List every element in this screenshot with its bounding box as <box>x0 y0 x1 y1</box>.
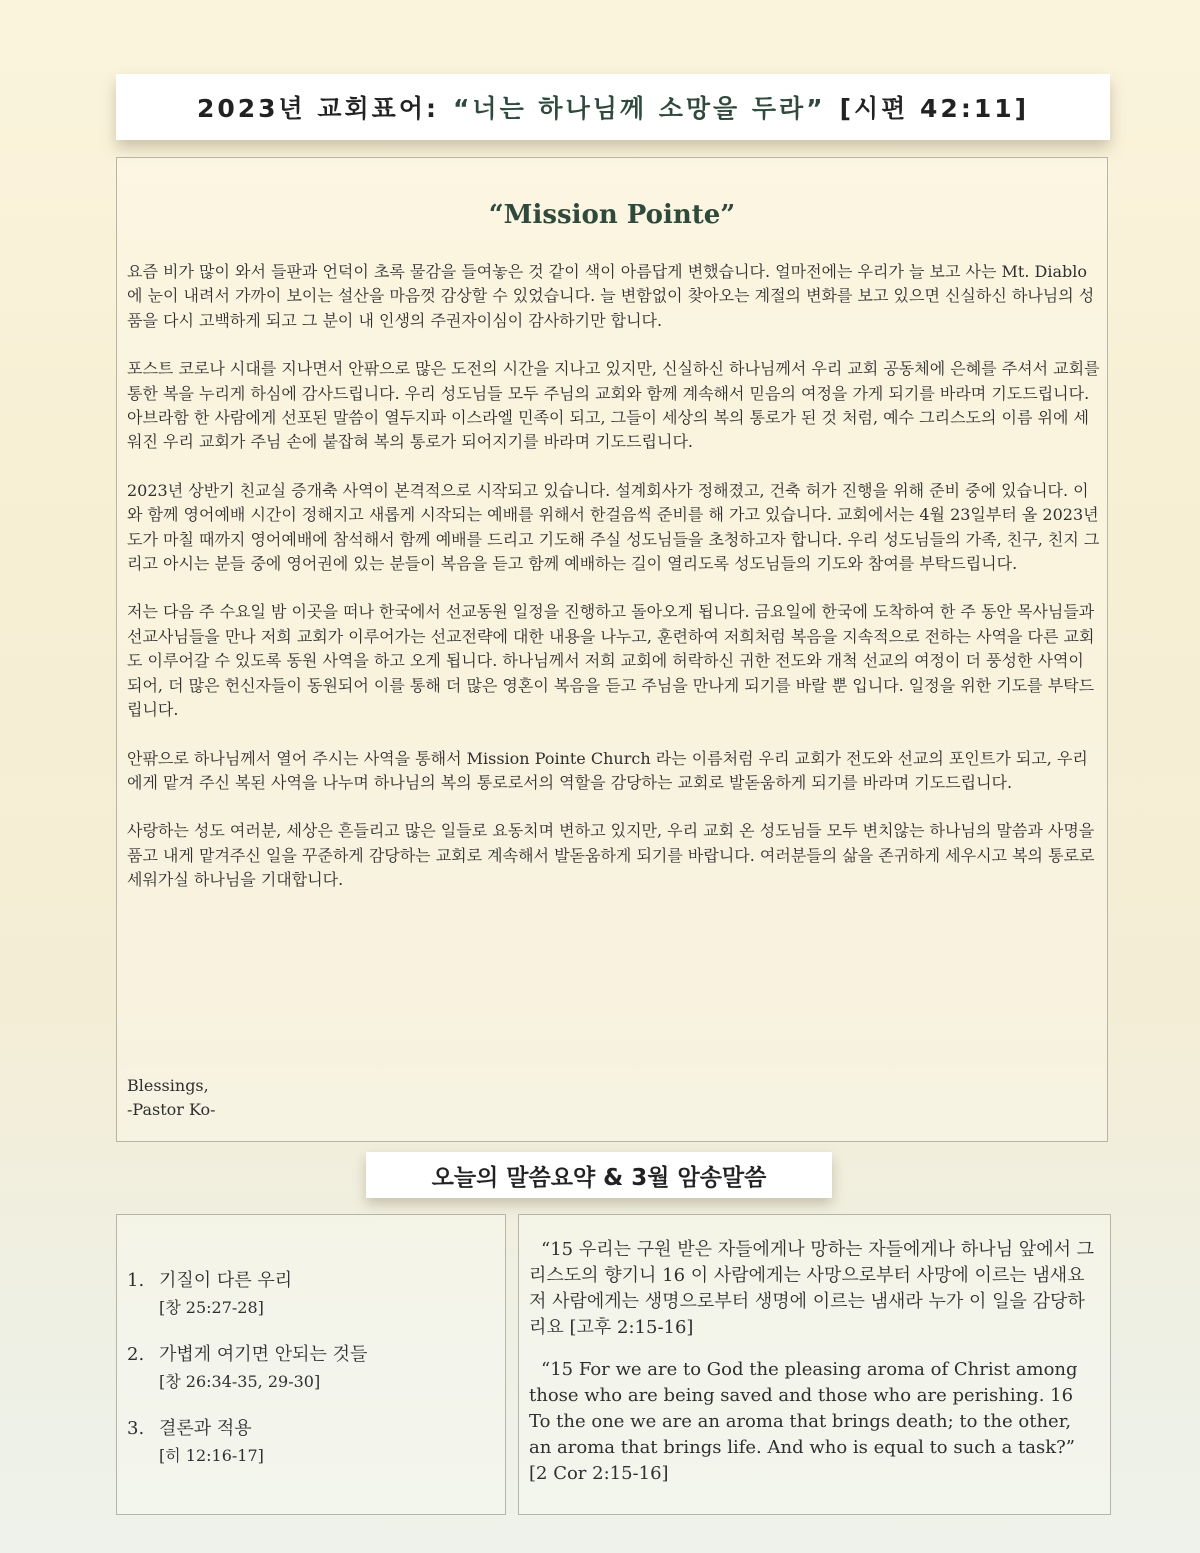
letter-body <box>127 260 1102 917</box>
pastor-letter <box>116 157 1108 1142</box>
letter-paragraph: 안팎으로 하나님께서 열어 주시는 사역을 통해서 Mission Pointe Church 라는 이름처럼 우리 교회가 전도와 선교의 포인트가 되고, 우리에게 맡겨 주신 복된 사역을 나누며 하나님의 복의 통로로서의 역할을 감당하는 교회로 발돋움하게 되기를 바라며 기도드립니다. <box>127 748 1088 792</box>
church-motto-banner <box>116 74 1110 140</box>
signature: -Pastor Ko- <box>127 1100 216 1119</box>
item-title: 기질이 다른 우리 <box>159 1270 293 1291</box>
memory-verse-english <box>529 1357 1099 1487</box>
letter-paragraph: 포스트 코로나 시대를 지나면서 안팎으로 많은 도전의 시간을 지나고 있지만, 신실하신 하나님께서 우리 교회 공동체에 은혜를 주셔서 교회를 통한 복을 누리게 하심에 감사드립니다. 우리 성도님들 모두 주님의 교회와 함께 계속해서 믿음의 여정을 가게 되기를 바라며 기도드립니다. 아브라함 한 사람에게 선포된 말씀이 열두지파 이스라엘 민족이 되고, 그들이 세상의 복의 통로가 된 것 처럼, 예수 그리스도의 이름 위에 세워진 우리 교회가 주님 손에 붙잡혀 복의 통로가 되어지기를 바라며 기도드립니다. <box>127 359 1100 452</box>
memory-verse-english-reference: [2 Cor 2:15-16] <box>529 1463 669 1484</box>
item-number: 2. <box>127 1344 145 1365</box>
item-reference: [히 12:16-17] <box>159 1446 264 1465</box>
sermon-list <box>127 1267 367 1489</box>
memory-verse-korean: “15 우리는 구원 받은 자들에게나 망하는 자들에게나 하나님 앞에서 그리스도의 향기니 16 이 사람에게는 사망으로부터 사망에 이르는 냄새요 저 사람에게는 생명으로부터 생명에 이르는 냄새라 누가 이 일을 감당하리요 [고후 2:15-16] <box>529 1239 1095 1338</box>
letter-paragraph: 사랑하는 성도 여러분, 세상은 흔들리고 많은 일들로 요동치며 변하고 있지만, 우리 교회 온 성도님들 모두 변치않는 하나님의 말씀과 사명을 품고 내게 맡겨주신 일을 꾸준하게 감당하는 교회로 계속해서 발돋움하게 되기를 바랍니다. 여러분들의 삶을 존귀하게 세우시고 복의 통로로 세워가실 하나님을 기대합니다. <box>127 821 1095 890</box>
item-reference: [창 26:34-35, 29-30] <box>159 1372 321 1391</box>
letter-paragraph: 2023년 상반기 친교실 증개축 사역이 본격적으로 시작되고 있습니다. 설계회사가 정해졌고, 건축 허가 진행을 위해 준비 중에 있습니다. 이와 함께 영어예배 시간이 정해지고 새롭게 시작되는 예배를 위해서 한걸음씩 준비를 해 가고 있습니다. 교회에서는 4월 23일부터 올 2023년도가 마칠 때까지 영어예배에 참석해서 함께 예배를 드리고 기도해 주실 성도님들을 초청하고자 합니다. 우리 성도님들의 가족, 친구, 친지 그리고 아시는 분들 중에 영어권에 있는 분들이 복음을 듣고 함께 예배하는 길이 열리도록 성도님들의 기도와 참여를 부탁드립니다. <box>127 480 1100 574</box>
motto-verse: “너는 하나님께 소망을 두라” <box>452 94 826 123</box>
item-number: 1. <box>127 1270 145 1291</box>
item-reference: [창 25:27-28] <box>159 1298 264 1317</box>
memory-verse <box>529 1237 1099 1503</box>
sermon-summary-box <box>116 1214 506 1515</box>
item-title: 가볍게 여기면 안되는 것들 <box>159 1344 368 1365</box>
motto-prefix: 2023년 교회표어: <box>196 94 439 123</box>
item-number: 3. <box>127 1418 145 1439</box>
letter-paragraph: 요즘 비가 많이 와서 들판과 언덕이 초록 물감을 들여놓은 것 같이 색이 아름답게 변했습니다. 얼마전에는 우리가 늘 보고 사는 Mt. Diablo에 눈이 내려서 가까이 보이는 설산을 마음껏 감상할 수 있었습니다. 늘 변함없이 찾아오는 계절의 변화를 보고 있으면 신실하신 하나님의 성품을 다시 고백하게 되고 그 분이 내 인생의 주권자이심이 감사하기만 합니다. <box>127 262 1095 330</box>
letter-title: “Mission Pointe” <box>488 200 736 230</box>
memory-verse-english-text: “15 For we are to God the pleasing aroma of Christ among those who are being saved and those who are perishing. 16 To the one we are an aroma that brings death; to the other, an aroma that brings life. And who is equal to such a task?” <box>529 1359 1078 1458</box>
letter-paragraph: 저는 다음 주 수요일 밤 이곳을 떠나 한국에서 선교동원 일정을 진행하고 돌아오게 됩니다. 금요일에 한국에 도착하여 한 주 동안 목사님들과 선교사님들을 만나 저희 교회가 이루어가는 선교전략에 대한 내용을 나누고, 훈련하여 저희처럼 복음을 지속적으로 전하는 사역을 다른 교회도 이루어갈 수 있도록 동원 사역을 하고 오게 됩니다. 하나님께서 저희 교회에 허락하신 귀한 전도와 개척 선교의 여정이 더 풍성한 사역이 되어, 더 많은 헌신자들이 동원되어 이를 통해 더 많은 영혼이 복음을 듣고 주님을 만나게 되기를 바랄 뿐 입니다. 일정을 위한 기도를 부탁드립니다. <box>127 602 1095 720</box>
closing-greeting: Blessings, <box>127 1076 209 1095</box>
section-title: 오늘의 말씀요약 & 3월 암송말씀 <box>366 1152 832 1198</box>
sermon-item <box>127 1267 367 1321</box>
letter-closing <box>127 1074 216 1122</box>
memory-verse-box <box>518 1214 1111 1515</box>
item-title: 결론과 적용 <box>159 1418 252 1439</box>
sermon-item <box>127 1415 367 1469</box>
motto-reference: [시편 42:11] <box>839 94 1030 123</box>
sermon-item <box>127 1341 367 1395</box>
